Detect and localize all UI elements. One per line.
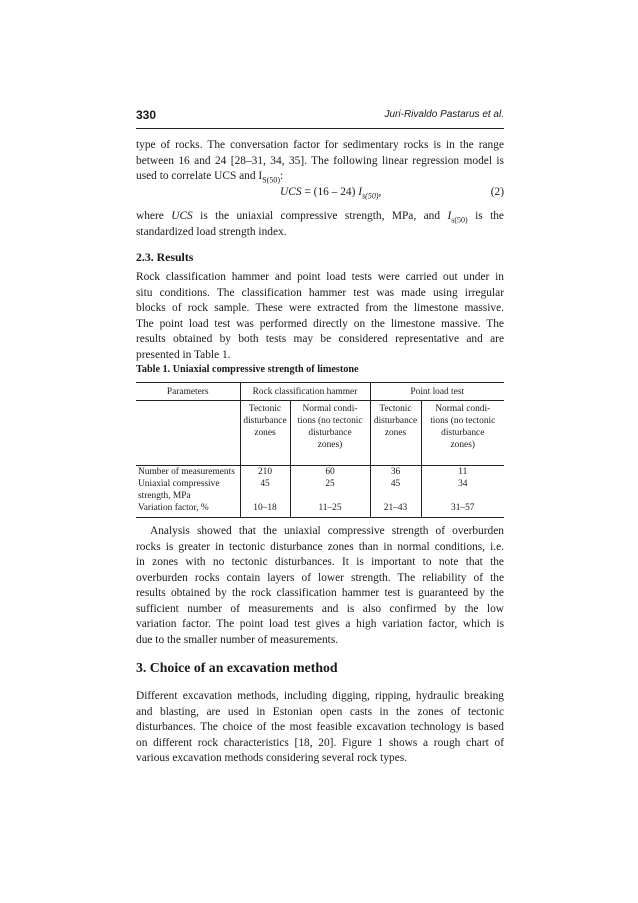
page-number: 330	[136, 108, 157, 122]
table-cell: 31–57	[421, 502, 504, 518]
column-header-normal-point: Normal condi- tions (no tectonic disturbance zones)	[421, 401, 504, 466]
table-cell: 10–18	[240, 502, 290, 518]
text-line: due to the smaller number of measurements.	[136, 633, 339, 646]
table-cell: 210	[240, 466, 290, 479]
table-cell: 45	[370, 478, 421, 502]
text-line: where UCS is the uniaxial compressive strength, MPa, and $I_{s(50)}$ is the	[136, 210, 504, 225]
table-cell: 45	[240, 478, 290, 502]
table-row	[136, 466, 504, 479]
column-header-tectonic-point: Tectonic disturbance zones	[370, 401, 421, 466]
column-header-normal-hammer: Normal condi- tions (no tectonic disturbance zones)	[290, 401, 370, 466]
where-paragraph	[136, 209, 504, 240]
text-line: variation factor. The point load test gives a high variation factor, which is	[136, 618, 504, 630]
column-group-hammer: Rock classification hammer	[240, 383, 370, 401]
text-line: disturbances. The choice of the most feasible excavation technology is based	[136, 721, 504, 733]
text-line: Rock classification hammer and point load tests were carried out under in	[136, 271, 504, 283]
table-row	[136, 502, 504, 518]
text-line: The point load test was performed directly on the limestone massive. The	[136, 317, 504, 330]
analysis-paragraph	[136, 524, 504, 648]
column-group-point-load: Point load test	[370, 383, 504, 401]
table-cell: 11	[421, 466, 504, 479]
text-line: rocks is greater in tectonic disturbance zones than in normal conditions, i.e.	[136, 540, 504, 553]
text-line: on different rock characteristics [18, 20]. Figure 1 shows a rough chart of	[136, 736, 504, 749]
table-cell: 36	[370, 466, 421, 479]
text-line: results obtained by the rock classification hammer test is guaranteed by the	[136, 587, 504, 599]
text-line: presented in Table 1.	[136, 348, 231, 361]
text-line: various excavation methods considering several rock types.	[136, 752, 408, 764]
text-line: results obtained by both tests may be considered representative and are	[136, 333, 504, 345]
strength-table	[136, 382, 504, 518]
text-line: Analysis showed that the uniaxial compressive strength of overburden	[150, 525, 504, 537]
text-line: overburden rocks contain layers of lower strength. The reliability of the	[136, 571, 504, 584]
text-line: in zones with no tectonic disturbances. It is important to note that the	[136, 556, 504, 568]
page-header	[136, 108, 504, 129]
text-line: and blasting, are used in Estonian open casts in the zones of tectonic	[136, 705, 504, 718]
text-line: standardized load strength index.	[136, 225, 287, 238]
row-label: Number of measurements	[138, 467, 235, 477]
table-row	[136, 478, 504, 502]
equation-number: (2)	[490, 186, 504, 198]
section-heading-excavation: 3. Choice of an excavation method	[136, 660, 338, 675]
text-line: sufficient number of measurements and is also confirmed by the low	[136, 602, 504, 615]
intro-paragraph	[136, 138, 504, 188]
section3-paragraph	[136, 689, 504, 767]
table-cell: 34	[421, 478, 504, 502]
text-line: blocks of rock sample. These were extracted from the limestone massive.	[136, 302, 504, 314]
table-cell: 25	[290, 478, 370, 502]
running-head: Juri-Rivaldo Pastarus et al.	[384, 109, 504, 120]
results-paragraph	[136, 270, 504, 363]
row-label: Variation factor, %	[136, 502, 240, 518]
row-label: Uniaxial compressive strength, MPa	[138, 479, 220, 501]
section-heading-results: 2.3. Results	[136, 250, 194, 264]
column-header-tectonic-hammer: Tectonic disturbance zones	[240, 401, 290, 466]
equation-2	[136, 186, 504, 204]
table-cell: 21–43	[370, 502, 421, 518]
text-line: used to correlate UCS and $I_{S(50)}$:	[136, 170, 284, 185]
equation-body: UCS = (16 – 24) $I_{s(50)}$,	[280, 186, 382, 201]
text-line: situ conditions. The classification hammer test was made using irregular	[136, 286, 504, 299]
table-cell: 60	[290, 466, 370, 479]
text-line: between 16 and 24 [28–31, 34, 35]. The following linear regression model is	[136, 154, 504, 167]
table-cell: 11–25	[290, 502, 370, 518]
text-line: Different excavation methods, including digging, ripping, hydraulic breaking	[136, 690, 504, 702]
table-caption: Table 1. Uniaxial compressive strength of limestone	[136, 364, 359, 375]
column-header-parameters: Parameters	[136, 383, 240, 401]
text-line: type of rocks. The conversation factor for sedimentary rocks is in the range	[136, 139, 504, 151]
